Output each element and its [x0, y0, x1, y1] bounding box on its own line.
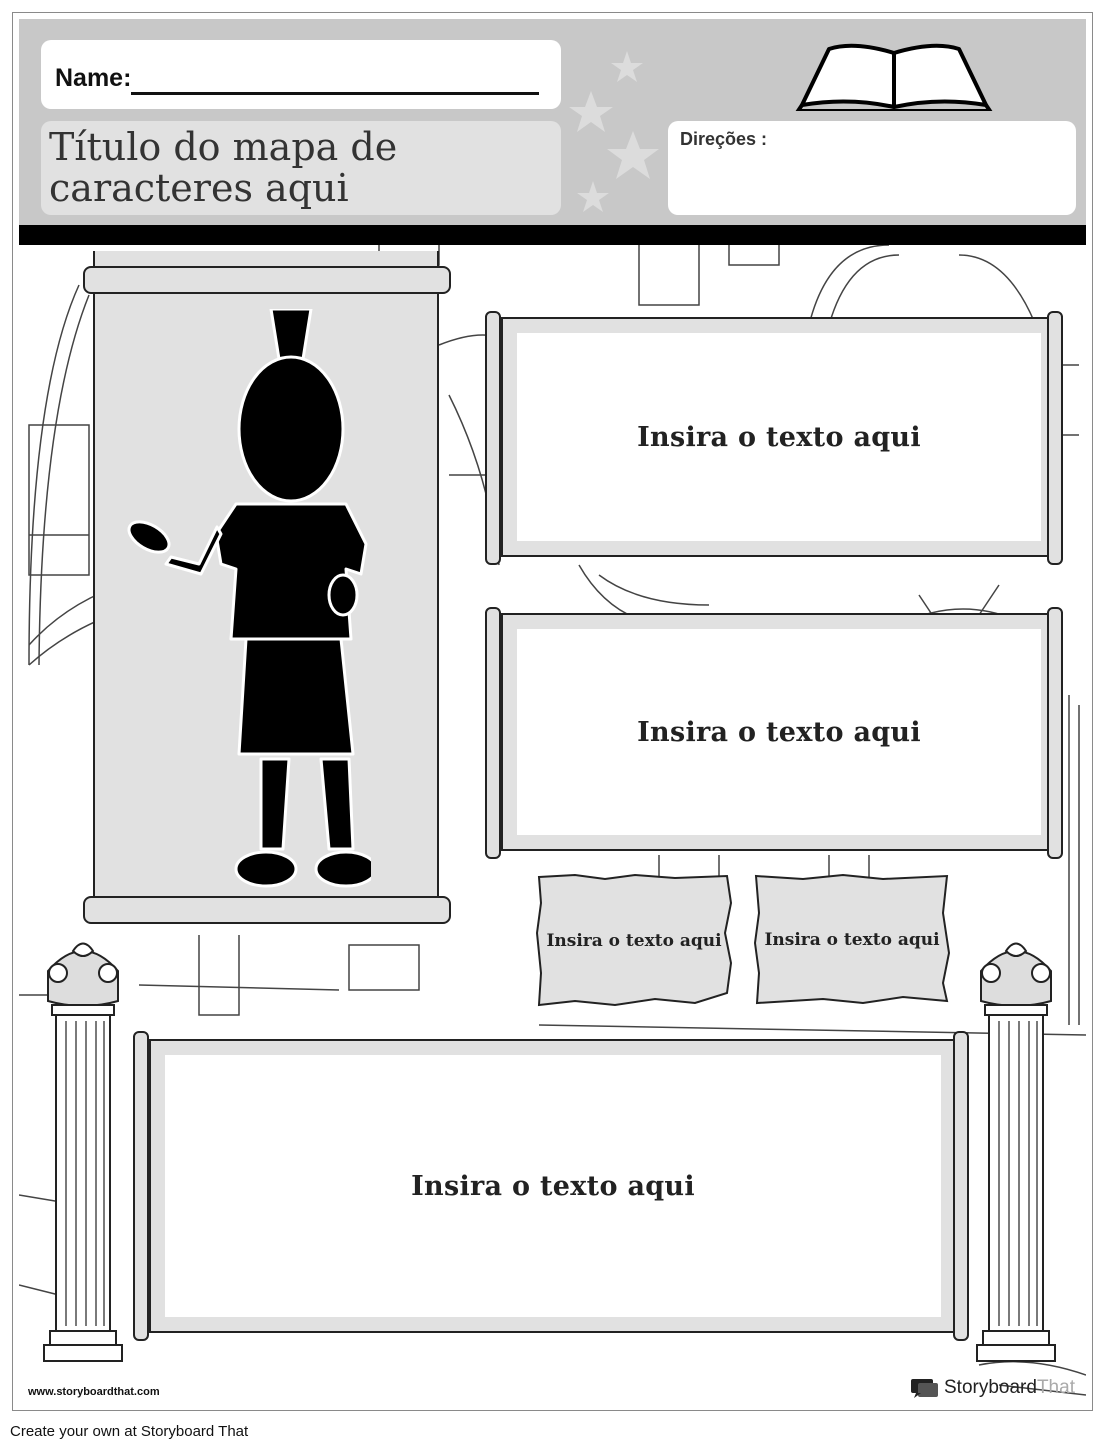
note-text-2: Insira o texto aqui	[764, 930, 940, 950]
trait-text-1: Insira o texto aqui	[637, 421, 921, 453]
column-icon-right	[971, 931, 1061, 1381]
site-url[interactable]: www.storyboardthat.com	[28, 1386, 160, 1398]
note-box-2[interactable]	[753, 873, 951, 1007]
credit-link[interactable]: Create your own at Storyboard That	[10, 1423, 249, 1440]
rod-left-summary	[133, 1031, 149, 1341]
column-icon-left	[38, 931, 128, 1381]
header-divider	[19, 225, 1086, 245]
summary-box[interactable]	[165, 1055, 941, 1317]
trait-frame-1	[501, 317, 1057, 557]
trait-box-1[interactable]	[517, 333, 1041, 541]
summary-frame	[149, 1039, 957, 1333]
name-underline	[131, 92, 539, 95]
trait-box-2[interactable]	[517, 629, 1041, 835]
note-text-1: Insira o texto aqui	[546, 931, 722, 951]
trait-text-2: Insira o texto aqui	[637, 716, 921, 748]
title-field[interactable]	[41, 121, 561, 215]
book-icon	[794, 41, 994, 111]
scroll-bottom-rod	[83, 896, 451, 924]
rod-right-2	[1047, 607, 1063, 859]
directions-field[interactable]	[668, 121, 1076, 215]
title-placeholder: Título do mapa de caracteres aqui	[49, 125, 398, 210]
brand-that: That	[1036, 1377, 1075, 1398]
rod-left-1	[485, 311, 501, 565]
name-label: Name:	[55, 64, 132, 92]
rod-right-summary	[953, 1031, 969, 1341]
summary-text: Insira o texto aqui	[411, 1170, 695, 1202]
brand-story: Storyboard	[944, 1377, 1037, 1398]
directions-label: Direções :	[680, 129, 768, 149]
worksheet	[12, 12, 1093, 1411]
rod-right-1	[1047, 311, 1063, 565]
note-box-1[interactable]	[535, 873, 733, 1009]
roman-soldier-silhouette-icon	[121, 309, 371, 889]
name-field[interactable]	[41, 40, 561, 109]
storyboard-logo-icon	[910, 1377, 940, 1399]
scroll-top-rod	[83, 266, 451, 294]
trait-frame-2	[501, 613, 1057, 851]
rod-left-2	[485, 607, 501, 859]
storyboard-logo[interactable]	[910, 1375, 1080, 1401]
header-panel	[19, 19, 1086, 225]
stars-decoration	[567, 41, 677, 221]
